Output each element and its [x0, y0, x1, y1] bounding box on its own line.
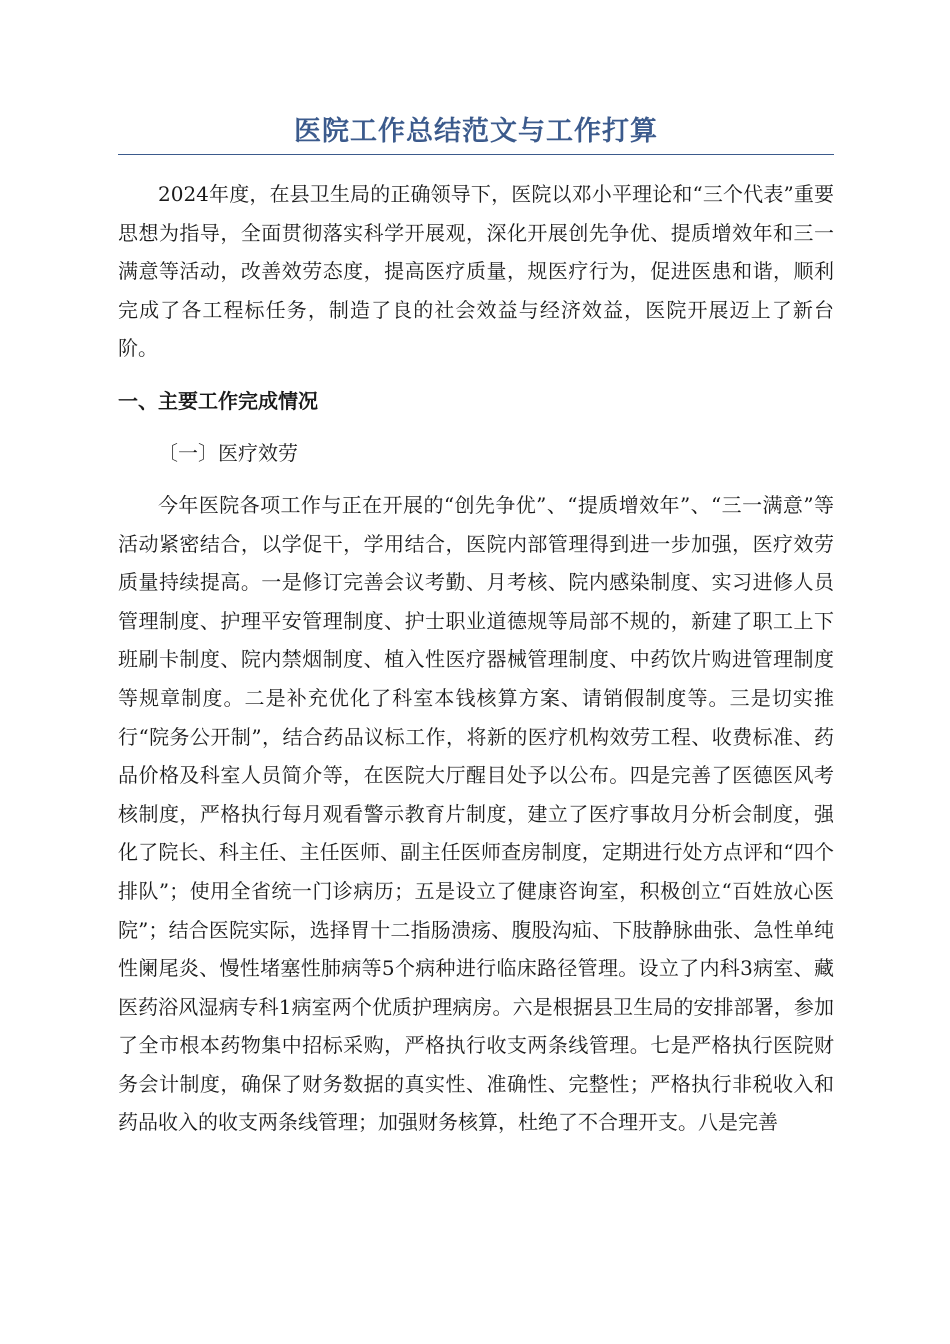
body-paragraph: 今年医院各项工作与正在开展的“创先争优”、“提质增效年”、“三一满意”等活动紧密结合，以学促干，学用结合，医院内部管理得到进一步加强，医疗效劳质量持续提高。一是修订完善会议考勤、月考核、院内感染制度、实习进修人员管理制度、护理平安管理制度、护士职业道德规等局部不规的，新建了职工上下班刷卡制度、院内禁烟制度、植入性医疗器械管理制度、中药饮片购进管理制度等规章制度。二是补充优化了科室本钱核算方案、请销假制度等。三是切实推行“院务公开制”，结合药品议标工作，将新的医疗机构效劳工程、收费标准、药品价格及科室人员简介等，在医院大厅醒目处予以公布。四是完善了医德医风考核制度，严格执行每月观看警示教育片制度，建立了医疗事故月分析会制度，强化了院长、科主任、主任医师、副主任医师查房制度，定期进行处方点评和“四个排队”；使用全省统一门诊病历；五是设立了健康咨询室，积极创立“百姓放心医院”；结合医院实际，选择胃十二指肠溃疡、腹股沟疝、下肢静脉曲张、急性单纯性阑尾炎、慢性堵塞性肺病等5个病种进行临床路径管理。设立了内科3病室、藏医药浴风湿病专科1病室两个优质护理病房。六是根据县卫生局的安排部署，参加了全市根本药物集中招标采购，严格执行收支两条线管理。七是严格执行医院财务会计制度，确保了财务数据的真实性、准确性、完整性；严格执行非税收入和药品收入的收支两条线管理；加强财务核算，杜绝了不合理开支。八是完善 — [118, 492, 834, 1135]
document-title: 医院工作总结范文与工作打算 — [118, 112, 834, 155]
document-page — [118, 112, 834, 1142]
section-heading: 一、主要工作完成情况 — [118, 388, 318, 413]
subsection-heading: 〔一〕医疗效劳 — [158, 440, 298, 465]
intro-paragraph: 2024年度，在县卫生局的正确领导下，医院以邓小平理论和“三个代表”重要思想为指导，全面贯彻落实科学开展观，深化开展创先争优、提质增效年和三一满意等活动，改善效劳态度，提高医疗质量，规医疗行为，促进医患和谐，顺利完成了各工程标任务，制造了良的社会效益与经济效益，医院开展迈上了新台阶。 — [118, 182, 834, 361]
